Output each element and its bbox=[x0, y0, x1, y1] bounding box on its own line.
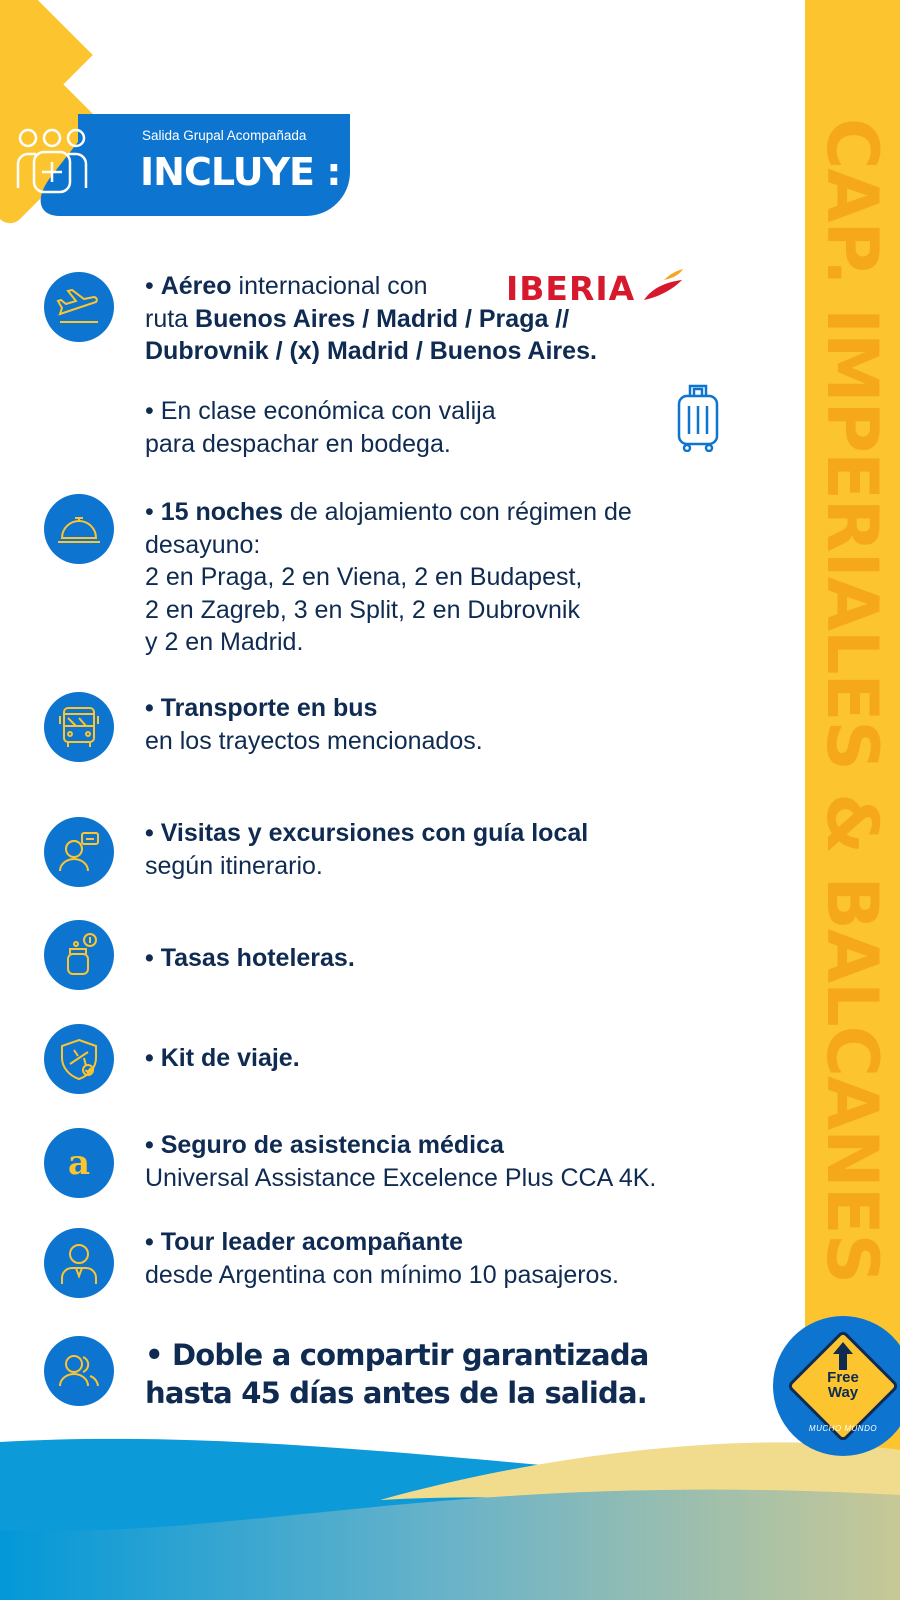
noches-line3: 2 en Praga, 2 en Viena, 2 en Budapest, bbox=[145, 563, 583, 591]
guide-icon-circle bbox=[44, 817, 114, 887]
freeway-line1: Free bbox=[827, 1369, 859, 1386]
bullet: • bbox=[145, 272, 161, 300]
noches-line1: de alojamiento con régimen de bbox=[282, 498, 632, 526]
noches-line5: y 2 en Madrid. bbox=[145, 628, 304, 656]
arrow-up-icon bbox=[831, 1340, 855, 1372]
tour-leader-line2: desde Argentina con mínimo 10 pasajeros. bbox=[145, 1260, 619, 1289]
bus-icon-circle bbox=[44, 692, 114, 762]
transporte-line2: en los trayectos mencionados. bbox=[145, 726, 483, 755]
svg-text:a: a bbox=[67, 1143, 91, 1183]
tour-leader-text bbox=[145, 1226, 619, 1291]
seguro-line1: • Seguro de asistencia médica bbox=[145, 1131, 504, 1159]
noches-line4: 2 en Zagreb, 3 en Split, 2 en Dubrovnik bbox=[145, 595, 580, 624]
assistance-logo-icon bbox=[56, 1140, 102, 1186]
iberia-logo-text: IBERIA bbox=[506, 269, 636, 308]
seguro-line2: Universal Assistance Excelence Plus CCA 4K. bbox=[145, 1163, 657, 1192]
visitas-text bbox=[145, 817, 588, 882]
aereo-line2-pre: ruta bbox=[145, 304, 196, 333]
doble-text bbox=[145, 1336, 649, 1412]
kit-line1: • Kit de viaje. bbox=[145, 1044, 300, 1072]
freeway-text bbox=[808, 1370, 878, 1400]
people-icon-circle bbox=[44, 1336, 114, 1406]
tasas-line1: • Tasas hoteleras. bbox=[145, 944, 355, 972]
aereo-bold: Aéreo bbox=[160, 272, 232, 300]
header-title: INCLUYE : bbox=[140, 150, 341, 194]
bullet: • bbox=[145, 498, 161, 526]
tax-jar-icon-circle bbox=[44, 920, 114, 990]
tax-jar-icon bbox=[56, 932, 102, 978]
assistance-logo-circle bbox=[44, 1128, 114, 1198]
shield-plane-icon bbox=[56, 1036, 102, 1082]
noches-bold: 15 noches bbox=[160, 498, 283, 526]
iberia-logo-icon bbox=[642, 268, 684, 302]
side-title: CAP. IMPERIALES & BALCANES bbox=[811, 118, 893, 1284]
plane-icon bbox=[56, 284, 102, 330]
hotel-bell-icon bbox=[56, 506, 102, 552]
group-plus-icon bbox=[14, 128, 90, 194]
header-subtitle: Salida Grupal Acompañada bbox=[142, 128, 307, 143]
tasas-text bbox=[145, 942, 355, 975]
doble-line1: • Doble a compartir garantizada bbox=[145, 1338, 649, 1372]
clase-line1: • En clase económica con valija bbox=[145, 397, 496, 425]
guide-icon bbox=[56, 829, 102, 875]
seguro-text bbox=[145, 1129, 656, 1194]
luggage-icon bbox=[676, 384, 720, 452]
people-icon bbox=[56, 1348, 102, 1394]
aereo-line1: internacional con bbox=[231, 272, 428, 300]
transporte-line1: • Transporte en bus bbox=[145, 694, 378, 722]
bottom-wave bbox=[0, 1430, 900, 1600]
tour-leader-line1: • Tour leader acompañante bbox=[145, 1228, 464, 1256]
hotel-bell-icon-circle bbox=[44, 494, 114, 564]
plane-icon-circle bbox=[44, 272, 114, 342]
doble-line2: hasta 45 días antes de la salida. bbox=[145, 1376, 647, 1410]
aereo-line3-route: Dubrovnik / (x) Madrid / Buenos Aires. bbox=[145, 337, 597, 365]
kit-text bbox=[145, 1042, 300, 1075]
aereo-line2-route: Buenos Aires / Madrid / Praga // bbox=[195, 304, 570, 333]
clase-line2: para despachar en bodega. bbox=[145, 429, 451, 458]
transporte-text bbox=[145, 692, 483, 757]
visitas-line1: • Visitas y excursiones con guía local bbox=[145, 819, 589, 847]
visitas-line2: según itinerario. bbox=[145, 851, 323, 880]
header-badge bbox=[0, 30, 360, 240]
tour-leader-icon bbox=[56, 1240, 102, 1286]
freeway-tagline: MUCHO MUNDO bbox=[808, 1424, 878, 1433]
clase-text bbox=[145, 395, 496, 460]
shield-plane-icon-circle bbox=[44, 1024, 114, 1094]
noches-text bbox=[145, 496, 632, 659]
bus-icon bbox=[56, 704, 102, 750]
noches-line2: desayuno: bbox=[145, 530, 261, 559]
freeway-line2: Way bbox=[827, 1384, 859, 1401]
tour-leader-icon-circle bbox=[44, 1228, 114, 1298]
